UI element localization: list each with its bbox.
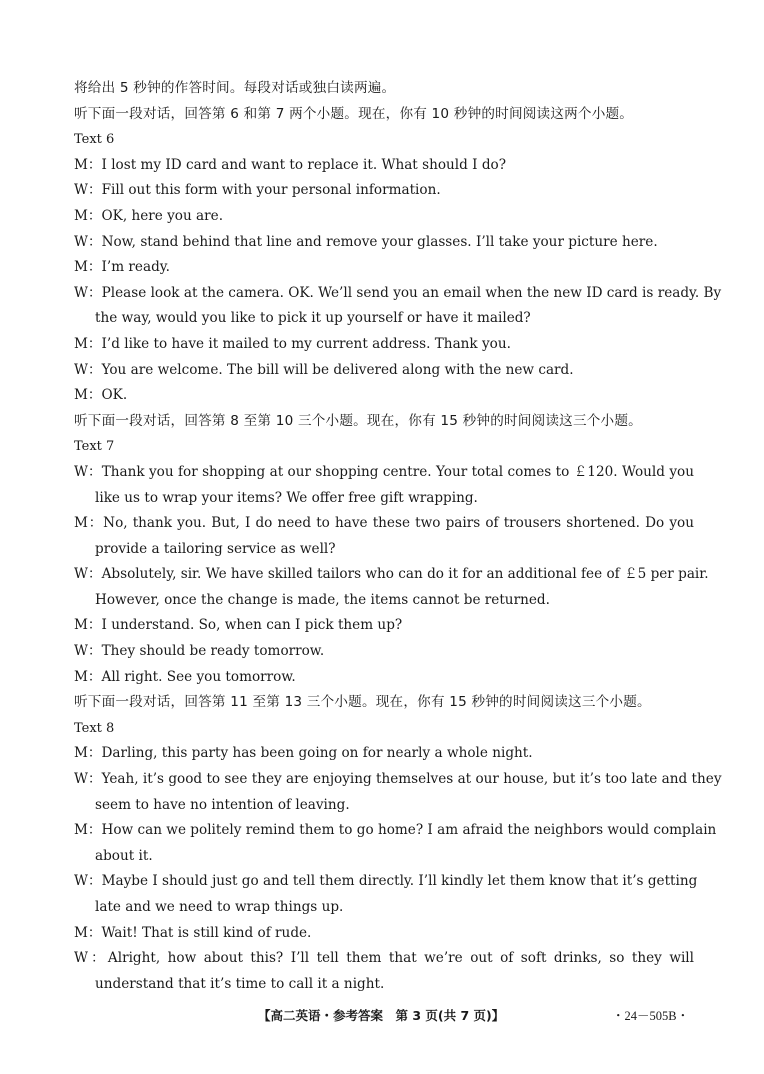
dialogue-line xyxy=(74,921,694,947)
dialogue-turn xyxy=(74,358,694,384)
dialogue-text: Maybe I should just go and tell them directly. I’ll kindly let them know that it’s getting xyxy=(101,873,698,890)
dialogue-turn xyxy=(74,665,694,691)
dialogue-text: Darling, this party has been going on for nearly a whole night. xyxy=(101,745,533,762)
speaker-label: M： xyxy=(74,668,102,685)
speaker-label: M： xyxy=(74,335,102,352)
intro-section xyxy=(74,76,694,153)
text7-dialogue xyxy=(74,460,709,690)
text6-dialogue xyxy=(74,153,722,409)
speaker-label: W： xyxy=(74,566,102,583)
dialogue-text: I understand. So, when can I pick them up? xyxy=(101,617,403,634)
dialogue-text: You are welcome. The bill will be delivered along with the new card. xyxy=(101,361,574,378)
dialogue-line xyxy=(74,204,694,230)
speaker-label: M： xyxy=(74,924,102,941)
dialogue-line xyxy=(74,562,709,588)
dialogue-text: I’m ready. xyxy=(101,259,170,276)
dialogue-turn xyxy=(74,230,694,256)
instruction-text8: 听下面一段对话，回答第 11 至第 13 三个小题。现在，你有 15 秒钟的时间阅读这三个小题。 xyxy=(74,694,651,711)
dialogue-turn xyxy=(74,178,694,204)
speaker-label: M： xyxy=(74,822,102,839)
text8-dialogue xyxy=(74,741,722,997)
dialogue-turn xyxy=(74,818,717,869)
dialogue-turn xyxy=(74,204,694,230)
speaker-label: W： xyxy=(74,771,102,788)
dialogue-turn xyxy=(74,383,694,409)
speaker-label: W： xyxy=(74,361,102,378)
speaker-label: W： xyxy=(74,643,102,660)
dialogue-line xyxy=(74,946,694,972)
speaker-label: M： xyxy=(74,207,102,224)
speaker-label: M： xyxy=(74,515,104,532)
dialogue-line xyxy=(74,665,694,691)
dialogue-turn xyxy=(74,946,694,997)
dialogue-line xyxy=(74,153,694,179)
dialogue-text: I lost my ID card and want to replace it. What should I do? xyxy=(101,156,506,173)
dialogue-continuation: seem to have no intention of leaving. xyxy=(95,796,350,813)
page-footer xyxy=(0,1006,764,1028)
speaker-label: W： xyxy=(74,182,102,199)
dialogue-turn xyxy=(74,767,722,818)
text8-label: Text 8 xyxy=(74,720,115,736)
dialogue-line xyxy=(74,178,694,204)
instruction-line: 将给出 5 秒钟的作答时间。每段对话或独白读两遍。 xyxy=(74,80,396,96)
dialogue-turn xyxy=(74,613,694,639)
dialogue-turn xyxy=(74,639,694,665)
dialogue-line xyxy=(74,230,694,256)
speaker-label: M： xyxy=(74,617,102,634)
dialogue-text: Fill out this form with your personal information. xyxy=(101,182,441,199)
dialogue-line xyxy=(74,332,694,358)
dialogue-line xyxy=(74,281,722,307)
dialogue-text: They should be ready tomorrow. xyxy=(101,643,325,660)
footer-code: ・24－505B・ xyxy=(612,1009,690,1023)
speaker-label: W： xyxy=(74,463,102,480)
dialogue-continuation: However, once the change is made, the items cannot be returned. xyxy=(95,591,550,608)
document-body xyxy=(74,76,722,997)
dialogue-line xyxy=(74,255,694,281)
dialogue-turn xyxy=(74,332,694,358)
dialogue-turn xyxy=(74,281,722,332)
dialogue-turn xyxy=(74,460,694,511)
dialogue-turn xyxy=(74,255,694,281)
speaker-label: M： xyxy=(74,745,102,762)
text7-label: Text 7 xyxy=(74,439,115,455)
dialogue-line xyxy=(74,639,694,665)
instruction-line: 听下面一段对话，回答第 6 和第 7 两个小题。现在，你有 10 秒钟的时间阅读这两个小题。 xyxy=(74,105,634,122)
dialogue-turn xyxy=(74,153,694,179)
text-label: Text 6 xyxy=(74,132,115,148)
speaker-label: W： xyxy=(74,233,102,250)
dialogue-text: All right. See you tomorrow. xyxy=(101,668,296,685)
dialogue-line xyxy=(74,383,694,409)
dialogue-continuation: late and we need to wrap things up. xyxy=(95,899,344,915)
dialogue-text: Now, stand behind that line and remove your glasses. I’ll take your picture here. xyxy=(101,233,658,250)
dialogue-text: How can we politely remind them to go home? I am afraid the neighbors would complain xyxy=(101,822,717,839)
speaker-label: M： xyxy=(74,259,102,276)
dialogue-line xyxy=(74,460,694,486)
dialogue-continuation: like us to wrap your items? We offer free gift wrapping. xyxy=(95,489,478,506)
dialogue-line xyxy=(74,741,694,767)
dialogue-text: OK. xyxy=(101,387,128,404)
speaker-label: M： xyxy=(74,387,102,404)
dialogue-text: Please look at the camera. OK. We’ll send you an email when the new ID card is ready. By xyxy=(101,284,722,301)
dialogue-turn xyxy=(74,869,698,920)
dialogue-continuation: understand that it’s time to call it a night. xyxy=(95,975,385,992)
instruction-text7: 听下面一段对话，回答第 8 至第 10 三个小题。现在，你有 15 秒钟的时间阅读这三个小题。 xyxy=(74,412,642,429)
dialogue-continuation: the way, would you like to pick it up yourself or have it mailed? xyxy=(95,310,531,327)
speaker-label: W： xyxy=(74,950,108,967)
dialogue-text: I’d like to have it mailed to my current address. Thank you. xyxy=(101,335,511,352)
dialogue-line xyxy=(74,511,694,537)
dialogue-line xyxy=(74,767,722,793)
dialogue-continuation: about it. xyxy=(95,847,153,864)
dialogue-turn xyxy=(74,511,694,562)
dialogue-text: Yeah, it’s good to see they are enjoying themselves at our house, but it’s too late and they xyxy=(101,771,722,788)
dialogue-line xyxy=(74,358,694,384)
dialogue-text: No, thank you. But, I do need to have these two pairs of trousers shortened. Do you xyxy=(103,515,694,532)
dialogue-continuation: provide a tailoring service as well? xyxy=(95,540,336,557)
dialogue-text: Alright, how about this? I’ll tell them that we’re out of soft drinks, so they will xyxy=(107,950,694,967)
footer-page-info: 【高二英语・参考答案 第 3 页(共 7 页)】 xyxy=(258,1008,505,1023)
dialogue-text: OK, here you are. xyxy=(101,207,224,224)
dialogue-turn xyxy=(74,562,709,613)
dialogue-line xyxy=(74,613,694,639)
speaker-label: W： xyxy=(74,873,102,890)
dialogue-turn xyxy=(74,921,694,947)
dialogue-text: Thank you for shopping at our shopping centre. Your total comes to ￡120. Would you xyxy=(101,463,694,480)
speaker-label: W： xyxy=(74,284,102,301)
dialogue-line xyxy=(74,818,717,844)
dialogue-turn xyxy=(74,741,694,767)
dialogue-text: Absolutely, sir. We have skilled tailors who can do it for an additional fee of ￡5 per pair. xyxy=(101,566,709,583)
dialogue-text: Wait! That is still kind of rude. xyxy=(101,924,312,941)
dialogue-line xyxy=(74,869,698,895)
speaker-label: M： xyxy=(74,156,102,173)
